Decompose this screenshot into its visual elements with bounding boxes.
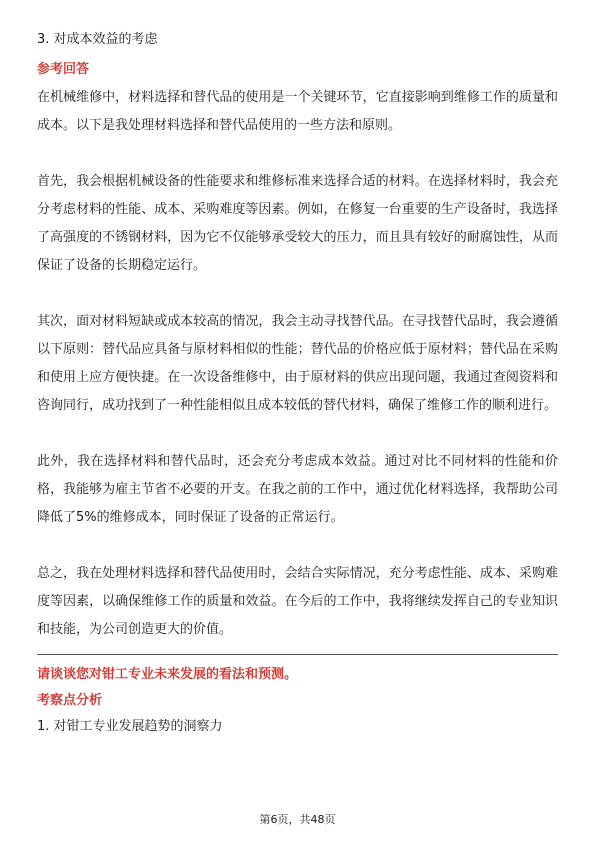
answer-paragraph-1: 在机械维修中，材料选择和替代品的使用是一个关键环节，它直接影响到维修工作的质量和成本。以下是我处理材料选择和替代品使用的一些方法和原则。 [37, 90, 558, 133]
answer-paragraph-5: 总之，我在处理材料选择和替代品使用时，会结合实际情况，充分考虑性能、成本、采购难度等因素，以确保维修工作的质量和效益。在今后的工作中，我将继续发挥自己的专业知识和技能，为公司创造更大的价值。 [37, 566, 558, 637]
answer-body [37, 84, 558, 644]
section-divider [37, 654, 558, 655]
page-footer: 第6页，共48页 [259, 813, 336, 826]
page-content [37, 30, 558, 737]
answer-paragraph-2: 首先，我会根据机械设备的性能要求和维修标准来选择合适的材料。在选择材料时，我会充分考虑材料的性能、成本、采购难度等因素。例如，在修复一台重要的生产设备时，我选择了高强度的不锈钢材料，因为它不仅能够承受较大的压力，而且具有较好的耐腐蚀性，从而保证了设备的长期稳定运行。 [37, 174, 558, 273]
reference-answer-label: 参考回答 [37, 62, 90, 77]
answer-paragraph-3: 其次，面对材料短缺或成本较高的情况，我会主动寻找替代品。在寻找替代品时，我会遵循以下原则：替代品应具备与原材料相似的性能；替代品的价格应低于原材料；替代品在采购和使用上应方便快捷。在一次设备维修中，由于原材料的供应出现问题，我通过查阅资料和咨询同行，成功找到了一种性能相似且成本较低的替代材料，确保了维修工作的顺利进行。 [37, 314, 558, 413]
point-title: 3. 对成本效益的考虑 [37, 32, 158, 47]
analysis-point-title: 1. 对钳工专业发展趋势的洞察力 [37, 719, 223, 734]
answer-paragraph-4: 此外，我在选择材料和替代品时，还会充分考虑成本效益。通过对比不同材料的性能和价格，我能够为雇主节省不必要的开支。在我之前的工作中，通过优化材料选择，我帮助公司降低了5%的维修成本，同时保证了设备的正常运行。 [37, 454, 558, 525]
analysis-label: 考察点分析 [37, 693, 103, 708]
interview-question: 请谈谈您对钳工专业未来发展的看法和预测。 [37, 667, 298, 682]
